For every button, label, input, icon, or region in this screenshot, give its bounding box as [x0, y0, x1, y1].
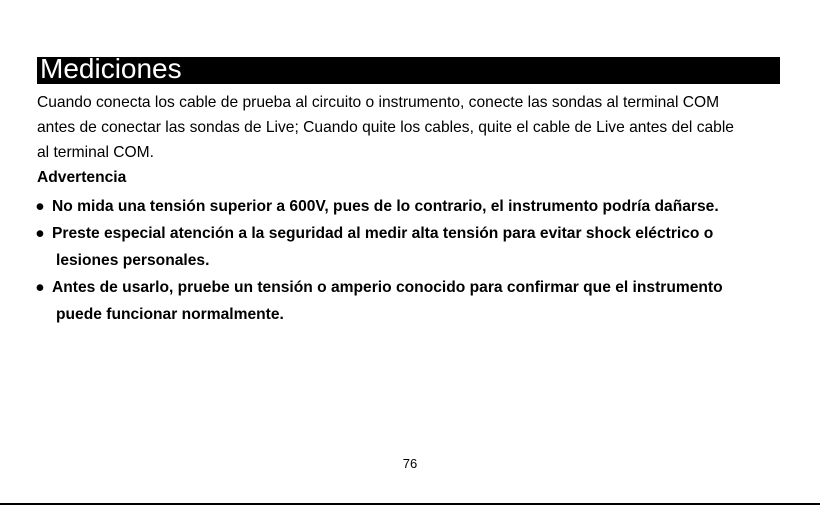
intro-line: antes de conectar las sondas de Live; Cuando quite los cables, quite el cable de Live antes del cable: [37, 119, 734, 136]
warning-item-text: No mida una tensión superior a 600V, pues de lo contrario, el instrumento podría dañarse.: [52, 198, 719, 215]
bullet-icon: ●: [35, 198, 45, 215]
warning-item-text: Antes de usarlo, pruebe un tensión o amperio conocido para confirmar que el instrumento: [52, 279, 723, 296]
warning-item: [28, 276, 723, 327]
warning-list: [28, 195, 723, 327]
section-title: Mediciones: [40, 53, 182, 84]
warning-item-text: Preste especial atención a la seguridad al medir alta tensión para evitar shock eléctrico o: [52, 225, 714, 242]
page-number: 76: [402, 456, 418, 471]
bullet-icon: ●: [35, 279, 45, 296]
bullet-icon: ●: [35, 225, 45, 242]
intro-paragraph: [37, 90, 797, 165]
warning-item: [28, 222, 723, 273]
warning-heading: Advertencia: [37, 169, 127, 186]
intro-line: Cuando conecta los cable de prueba al circuito o instrumento, conecte las sondas al terminal COM: [37, 94, 720, 111]
section-header-bar: [37, 53, 780, 84]
intro-line: al terminal COM.: [37, 144, 154, 161]
warning-item: [28, 195, 723, 219]
warning-item-text-continued: puede funcionar normalmente.: [56, 306, 284, 323]
warning-item-text-continued: lesiones personales.: [56, 252, 210, 269]
